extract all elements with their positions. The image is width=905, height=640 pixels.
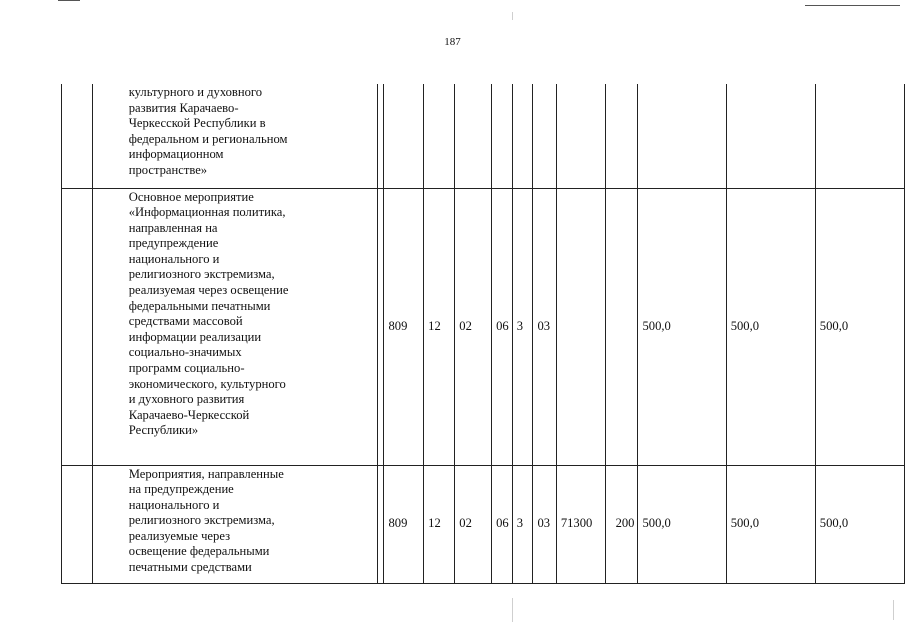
cell-main-event: 03 [533, 188, 556, 465]
cell-subprogram [512, 84, 533, 188]
cell-section [424, 84, 455, 188]
name-line: развития Карачаево- [128, 100, 239, 115]
name-line: направленная на [128, 220, 218, 235]
scan-mark-top-right [805, 5, 900, 6]
cell-expense-type: 200 [606, 465, 638, 583]
cell-ministry: 809 [384, 465, 424, 583]
name-line: программ социально- [128, 361, 245, 376]
cell-amount-1: 500,0 [638, 188, 726, 465]
name-line: на предупреждение [128, 482, 234, 497]
name-line: национального и [128, 251, 220, 266]
cell-subsection [455, 84, 492, 188]
name-line: реализуемые через [128, 528, 231, 543]
name-line: реализуемая через освещение [128, 283, 289, 298]
name-line: средствами массовой [128, 314, 243, 329]
name-line: Карачаево-Черкесской [128, 407, 250, 422]
cell-name [92, 465, 377, 583]
table-row [62, 188, 905, 465]
cell-name [92, 188, 377, 465]
cell-section: 12 [424, 465, 455, 583]
cell-expense-type [606, 188, 638, 465]
cell-amount-1: 500,0 [638, 465, 726, 583]
name-line: Основное мероприятие [128, 189, 254, 204]
cell-main-event [533, 84, 556, 188]
name-line: Черкесской Республики в [128, 116, 266, 131]
scan-mark-bottom [512, 598, 513, 622]
cell-name [92, 84, 377, 188]
budget-table [61, 84, 905, 584]
cell-direction: 71300 [556, 465, 605, 583]
cell-amount-2: 500,0 [726, 188, 815, 465]
scan-mark-margin [512, 12, 513, 20]
scan-mark-top-left [58, 0, 80, 1]
cell-amount-3: 500,0 [815, 465, 904, 583]
name-line: федеральном и региональном [128, 131, 288, 146]
name-line: религиозного экстремизма, [128, 513, 275, 528]
cell-index [62, 465, 93, 583]
cell-spacer [377, 188, 384, 465]
name-line: культурного и духовного [128, 85, 263, 99]
name-line: религиозного экстремизма, [128, 267, 275, 282]
name-line: национального и [128, 497, 220, 512]
name-line: Мероприятия, направленные [128, 466, 284, 481]
cell-expense-type [606, 84, 638, 188]
cell-direction [556, 188, 605, 465]
cell-amount-2: 500,0 [726, 465, 815, 583]
name-line: социально-значимых [128, 345, 242, 360]
cell-amount-3: 500,0 [815, 188, 904, 465]
name-line: экономического, культурного [128, 376, 286, 391]
cell-amount-2 [726, 84, 815, 188]
cell-subsection: 02 [455, 188, 492, 465]
cell-amount-1 [638, 84, 726, 188]
table-row [62, 84, 905, 188]
table-row [62, 465, 905, 583]
cell-main-event: 03 [533, 465, 556, 583]
cell-index [62, 84, 93, 188]
cell-ministry: 809 [384, 188, 424, 465]
cell-section: 12 [424, 188, 455, 465]
cell-subprogram: 3 [512, 188, 533, 465]
name-line: пространстве» [128, 162, 208, 177]
cell-index [62, 188, 93, 465]
name-line: информации реализации [128, 329, 262, 344]
name-line: федеральными печатными [128, 298, 271, 313]
cell-program: 06 [492, 465, 512, 583]
name-line: предупреждение [128, 236, 219, 251]
name-line: печатными средствами [128, 560, 252, 575]
scan-mark-bottom-right [893, 600, 894, 620]
cell-program [492, 84, 512, 188]
cell-subprogram: 3 [512, 465, 533, 583]
cell-spacer [377, 84, 384, 188]
name-line: и духовного развития [128, 392, 245, 407]
name-line: информационном [128, 147, 224, 162]
cell-subsection: 02 [455, 465, 492, 583]
name-line: освещение федеральными [128, 544, 270, 559]
cell-amount-3 [815, 84, 904, 188]
cell-program: 06 [492, 188, 512, 465]
cell-spacer [377, 465, 384, 583]
name-line: «Информационная политика, [128, 205, 286, 220]
name-line: Республики» [128, 423, 199, 438]
page-number: 187 [444, 36, 461, 48]
cell-ministry [384, 84, 424, 188]
cell-direction [556, 84, 605, 188]
